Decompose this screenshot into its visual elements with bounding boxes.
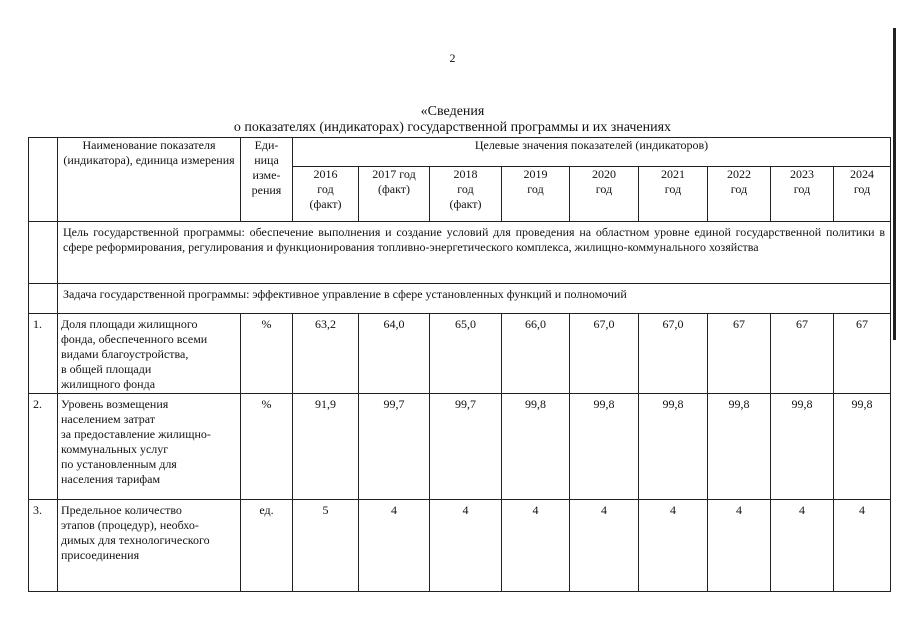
- year-line: (факт): [449, 197, 482, 211]
- year-line: 2019: [523, 167, 548, 181]
- program-goal: Цель государственной программы: обеспечение выполнения и создание условий для проведения на областном уровне единой государственной политики в сфере реформирования, регулирования и функционирования топливно-энергетического комплекса, жилищно-коммунального хозяйства: [58, 222, 891, 284]
- task-row: [29, 284, 891, 314]
- header-year-2023: [771, 167, 834, 222]
- header-unit-line: Еди-: [254, 138, 279, 152]
- year-line: год: [457, 182, 474, 196]
- header-name-cell: [58, 138, 241, 222]
- year-line: 2023: [790, 167, 814, 181]
- indicator-unit: ед.: [241, 500, 293, 592]
- value-cell: 67,0: [570, 314, 639, 394]
- year-line: 2017 год: [372, 167, 416, 181]
- year-line: 2018: [453, 167, 478, 181]
- value-cell: 4: [771, 500, 834, 592]
- value-cell: 99,7: [359, 394, 430, 500]
- name-line: за предоставление жилищно-: [61, 427, 211, 441]
- header-unit-line: изме-: [252, 168, 281, 182]
- value-cell: 99,8: [639, 394, 708, 500]
- table-row: [29, 314, 891, 394]
- year-line: 2016: [313, 167, 338, 181]
- goal-num-cell: [29, 222, 58, 284]
- year-line: (факт): [309, 197, 342, 211]
- year-line: 2024: [850, 167, 874, 181]
- indicator-unit: %: [241, 314, 293, 394]
- name-line: видами благоустройства,: [61, 347, 189, 361]
- header-name-text: Наименование показателя (индикатора), единица измерения: [63, 138, 235, 167]
- table-row: [29, 394, 891, 500]
- name-line: Уровень возмещения: [61, 397, 169, 411]
- value-cell: 99,8: [771, 394, 834, 500]
- value-cell: 4: [430, 500, 502, 592]
- header-year-2024: [834, 167, 891, 222]
- name-line: Предельное количество: [61, 503, 182, 517]
- header-unit-cell: [241, 138, 293, 222]
- name-line: димых для технологического: [61, 533, 210, 547]
- document-subtitle: о показателях (индикаторах) государственной программы и их значениях: [233, 120, 672, 135]
- year-line: 2021: [661, 167, 685, 181]
- name-line: фонда, обеспеченного всеми: [61, 332, 208, 346]
- value-cell: 66,0: [502, 314, 570, 394]
- value-cell: 91,9: [293, 394, 359, 500]
- value-cell: 67: [771, 314, 834, 394]
- name-line: Доля площади жилищного: [61, 317, 198, 331]
- value-cell: 4: [708, 500, 771, 592]
- value-cell: 4: [639, 500, 708, 592]
- header-year-2021: [639, 167, 708, 222]
- task-num-cell: [29, 284, 58, 314]
- header-year-2019: [502, 167, 570, 222]
- year-line: год: [527, 182, 544, 196]
- year-line: 2022: [727, 167, 751, 181]
- header-unit-line: ница: [254, 153, 279, 167]
- header-target-values: Целевые значения показателей (индикаторов): [293, 138, 891, 167]
- value-cell: 99,8: [570, 394, 639, 500]
- scan-edge-bar: [893, 28, 896, 340]
- program-task: Задача государственной программы: эффективное управление в сфере установленных функций и полномочий: [58, 284, 891, 314]
- value-cell: 4: [570, 500, 639, 592]
- value-cell: 99,8: [708, 394, 771, 500]
- value-cell: 64,0: [359, 314, 430, 394]
- indicator-name: [58, 314, 241, 394]
- value-cell: 4: [502, 500, 570, 592]
- year-line: год: [853, 182, 871, 196]
- page-number: 2: [449, 51, 456, 65]
- value-cell: 99,8: [502, 394, 570, 500]
- name-line: населением затрат: [61, 412, 156, 426]
- header-row-1: [29, 138, 891, 167]
- document-title: «Сведения: [420, 104, 485, 119]
- name-line: населения тарифам: [61, 472, 161, 486]
- header-year-2018: [430, 167, 502, 222]
- header-num-cell: [29, 138, 58, 222]
- indicators-table: [28, 137, 891, 592]
- value-cell: 65,0: [430, 314, 502, 394]
- value-cell: 63,2: [293, 314, 359, 394]
- value-cell: 67: [834, 314, 891, 394]
- goal-row: [29, 222, 891, 284]
- name-line: по установленным для: [61, 457, 177, 471]
- year-line: год: [664, 182, 682, 196]
- name-line: присоединения: [61, 548, 140, 562]
- indicator-unit: %: [241, 394, 293, 500]
- name-line: в общей площади: [61, 362, 152, 376]
- year-line: 2020: [592, 167, 616, 181]
- value-cell: 67,0: [639, 314, 708, 394]
- value-cell: 5: [293, 500, 359, 592]
- value-cell: 4: [834, 500, 891, 592]
- indicator-name: [58, 500, 241, 592]
- year-line: год: [317, 182, 334, 196]
- header-unit-line: рения: [251, 183, 282, 197]
- name-line: этапов (процедур), необхо-: [61, 518, 199, 532]
- indicator-name: [58, 394, 241, 500]
- name-line: жилищного фонда: [61, 377, 156, 391]
- value-cell: 4: [359, 500, 430, 592]
- value-cell: 99,7: [430, 394, 502, 500]
- header-year-2017: [359, 167, 430, 222]
- row-number: 2.: [29, 394, 58, 500]
- header-year-2020: [570, 167, 639, 222]
- year-line: год: [793, 182, 811, 196]
- header-year-2016: [293, 167, 359, 222]
- row-number: 3.: [29, 500, 58, 592]
- header-year-2022: [708, 167, 771, 222]
- value-cell: 67: [708, 314, 771, 394]
- row-number: 1.: [29, 314, 58, 394]
- table-row: [29, 500, 891, 592]
- name-line: коммунальных услуг: [61, 442, 169, 456]
- value-cell: 99,8: [834, 394, 891, 500]
- year-line: (факт): [377, 182, 410, 196]
- year-line: год: [595, 182, 613, 196]
- year-line: год: [730, 182, 748, 196]
